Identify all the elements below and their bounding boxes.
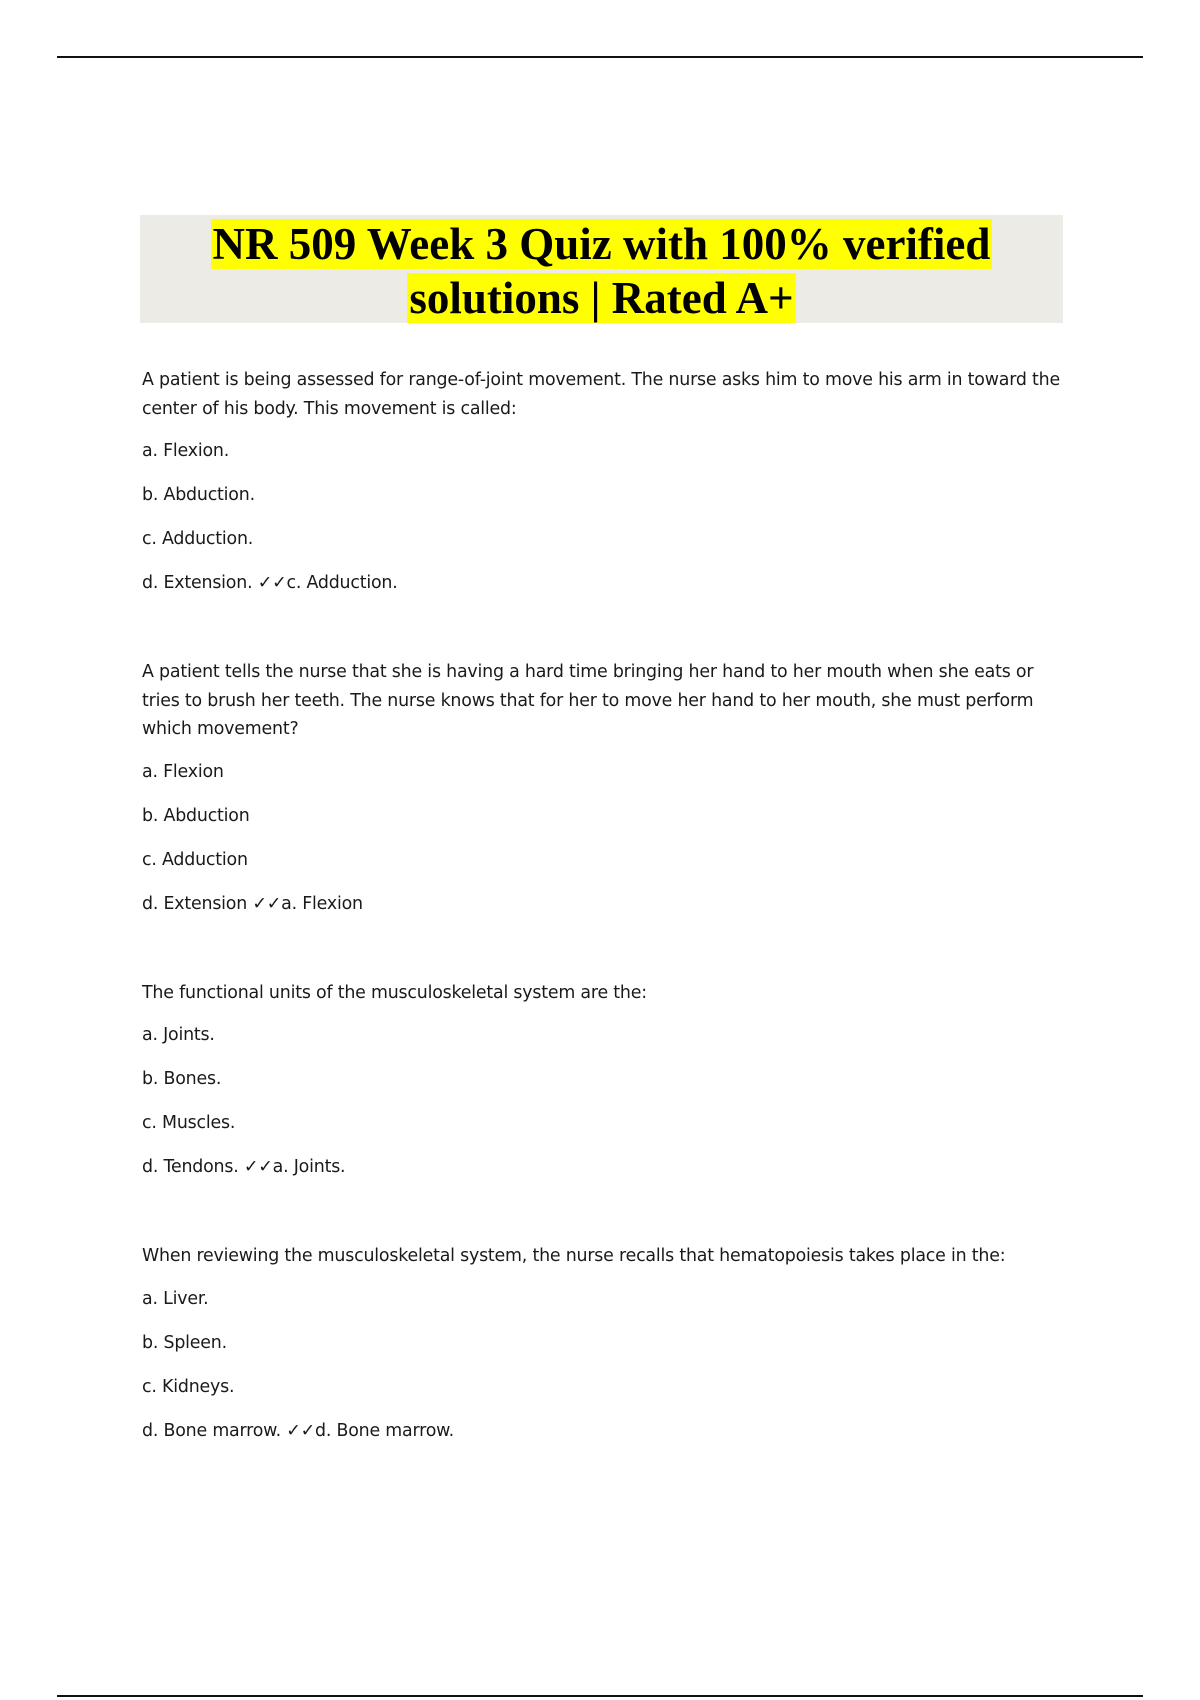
option-d-with-answer: d. Extension ✓✓a. Flexion bbox=[142, 893, 363, 914]
option-a: a. Joints. bbox=[142, 1025, 215, 1045]
question-block bbox=[142, 366, 1072, 598]
option-a: a. Liver. bbox=[142, 1288, 209, 1309]
header-rule bbox=[57, 56, 1143, 58]
option-a: a. Flexion bbox=[142, 761, 224, 782]
option-c: c. Kidneys. bbox=[142, 1376, 235, 1397]
option-b: b. Abduction bbox=[142, 805, 250, 826]
question-block bbox=[142, 979, 1072, 1183]
question-text: The functional units of the musculoskeletal system are the: bbox=[142, 982, 647, 1003]
quiz-content bbox=[142, 366, 1072, 1461]
question-text: When reviewing the musculoskeletal system, the nurse recalls that hematopoiesis takes place in the: bbox=[142, 1246, 1006, 1266]
title-line-2: solutions | Rated A+ bbox=[409, 273, 794, 323]
option-a: a. Flexion. bbox=[142, 441, 230, 461]
option-c: c. Adduction bbox=[142, 849, 248, 870]
question-block bbox=[142, 658, 1072, 919]
title-line-1: NR 509 Week 3 Quiz with 100% verified bbox=[212, 219, 991, 269]
page-title bbox=[140, 215, 1063, 325]
option-b: b. Bones. bbox=[142, 1069, 222, 1089]
footer-rule bbox=[57, 1695, 1143, 1697]
option-d-with-answer: d. Bone marrow. ✓✓d. Bone marrow. bbox=[142, 1420, 454, 1441]
question-text: A patient tells the nurse that she is having a hard time bringing her hand to her mouth when she eats or tries to brush her teeth. The nurse knows that for her to move her hand to her mouth, she must perform which movement? bbox=[142, 662, 1034, 739]
option-c: c. Adduction. bbox=[142, 529, 254, 549]
question-block bbox=[142, 1242, 1072, 1446]
option-d-with-answer: d. Tendons. ✓✓a. Joints. bbox=[142, 1157, 346, 1177]
option-c: c. Muscles. bbox=[142, 1113, 236, 1133]
option-b: b. Spleen. bbox=[142, 1332, 227, 1353]
title-box bbox=[140, 215, 1063, 323]
option-d-with-answer: d. Extension. ✓✓c. Adduction. bbox=[142, 573, 398, 593]
question-text: A patient is being assessed for range-of-joint movement. The nurse asks him to move his arm in toward the center of his body. This movement is called: bbox=[142, 370, 1060, 419]
option-b: b. Abduction. bbox=[142, 485, 255, 505]
